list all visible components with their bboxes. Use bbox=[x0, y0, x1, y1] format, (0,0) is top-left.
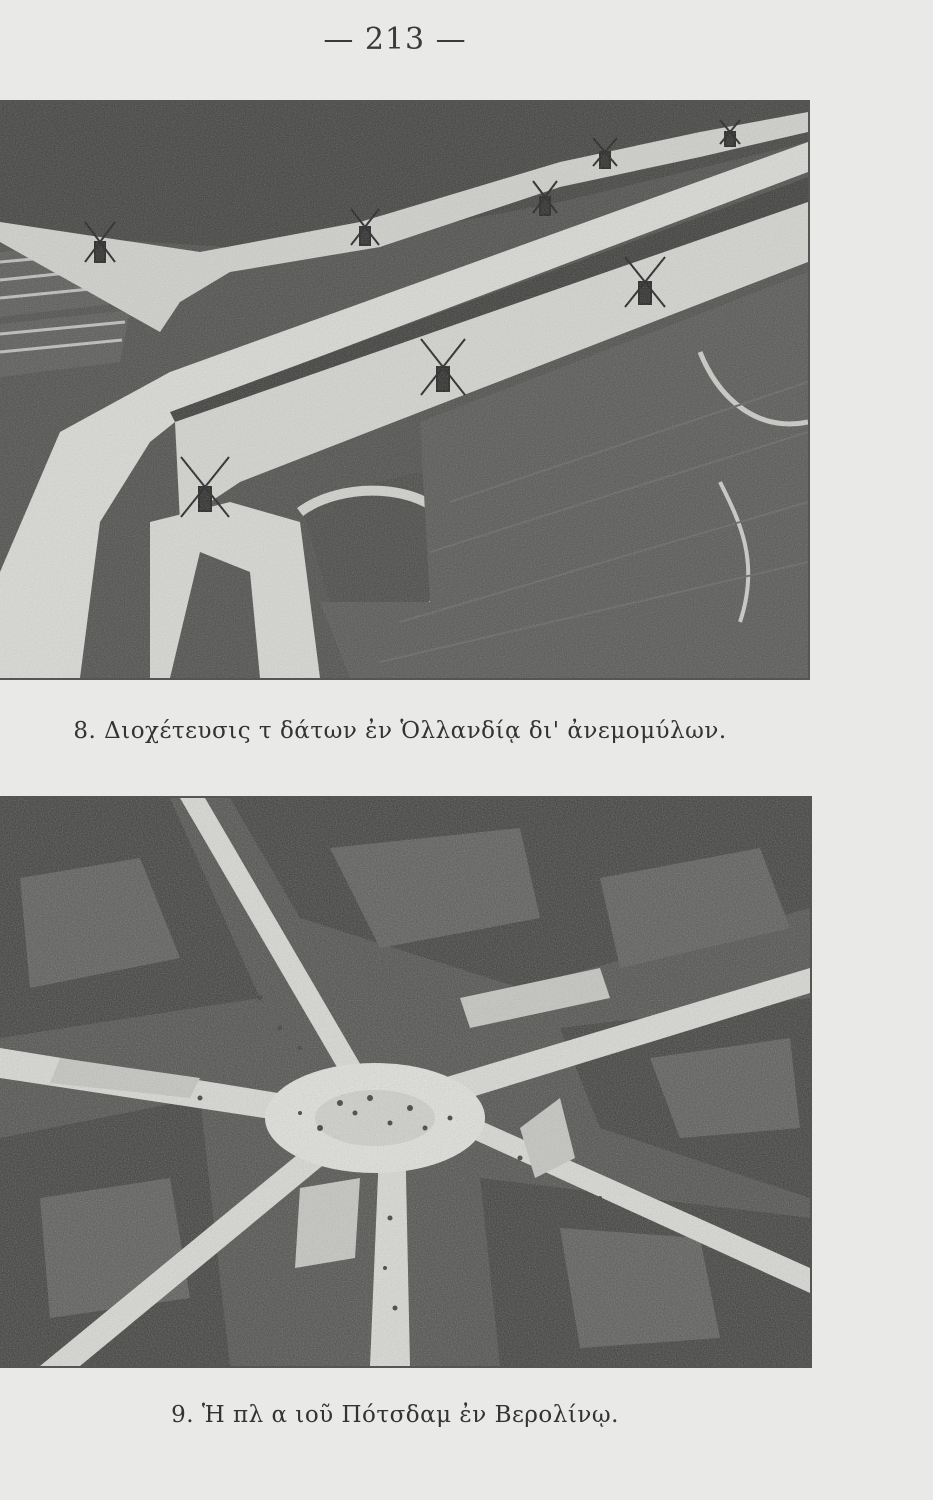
page-number: — 213 — bbox=[323, 22, 467, 57]
photo-potsdam-square bbox=[0, 796, 812, 1368]
figure-caption-8: 8. Διοχέτευσις τ δάτων ἐν Ὁλλανδίᾳ δι' ἀνεμομύλων. bbox=[73, 718, 727, 744]
photo-windmill-canals bbox=[0, 100, 810, 680]
figure-caption-9: 9. Ἡ πλ α ιοῦ Πότσδαμ ἐν Βερολίνῳ. bbox=[171, 1402, 619, 1428]
